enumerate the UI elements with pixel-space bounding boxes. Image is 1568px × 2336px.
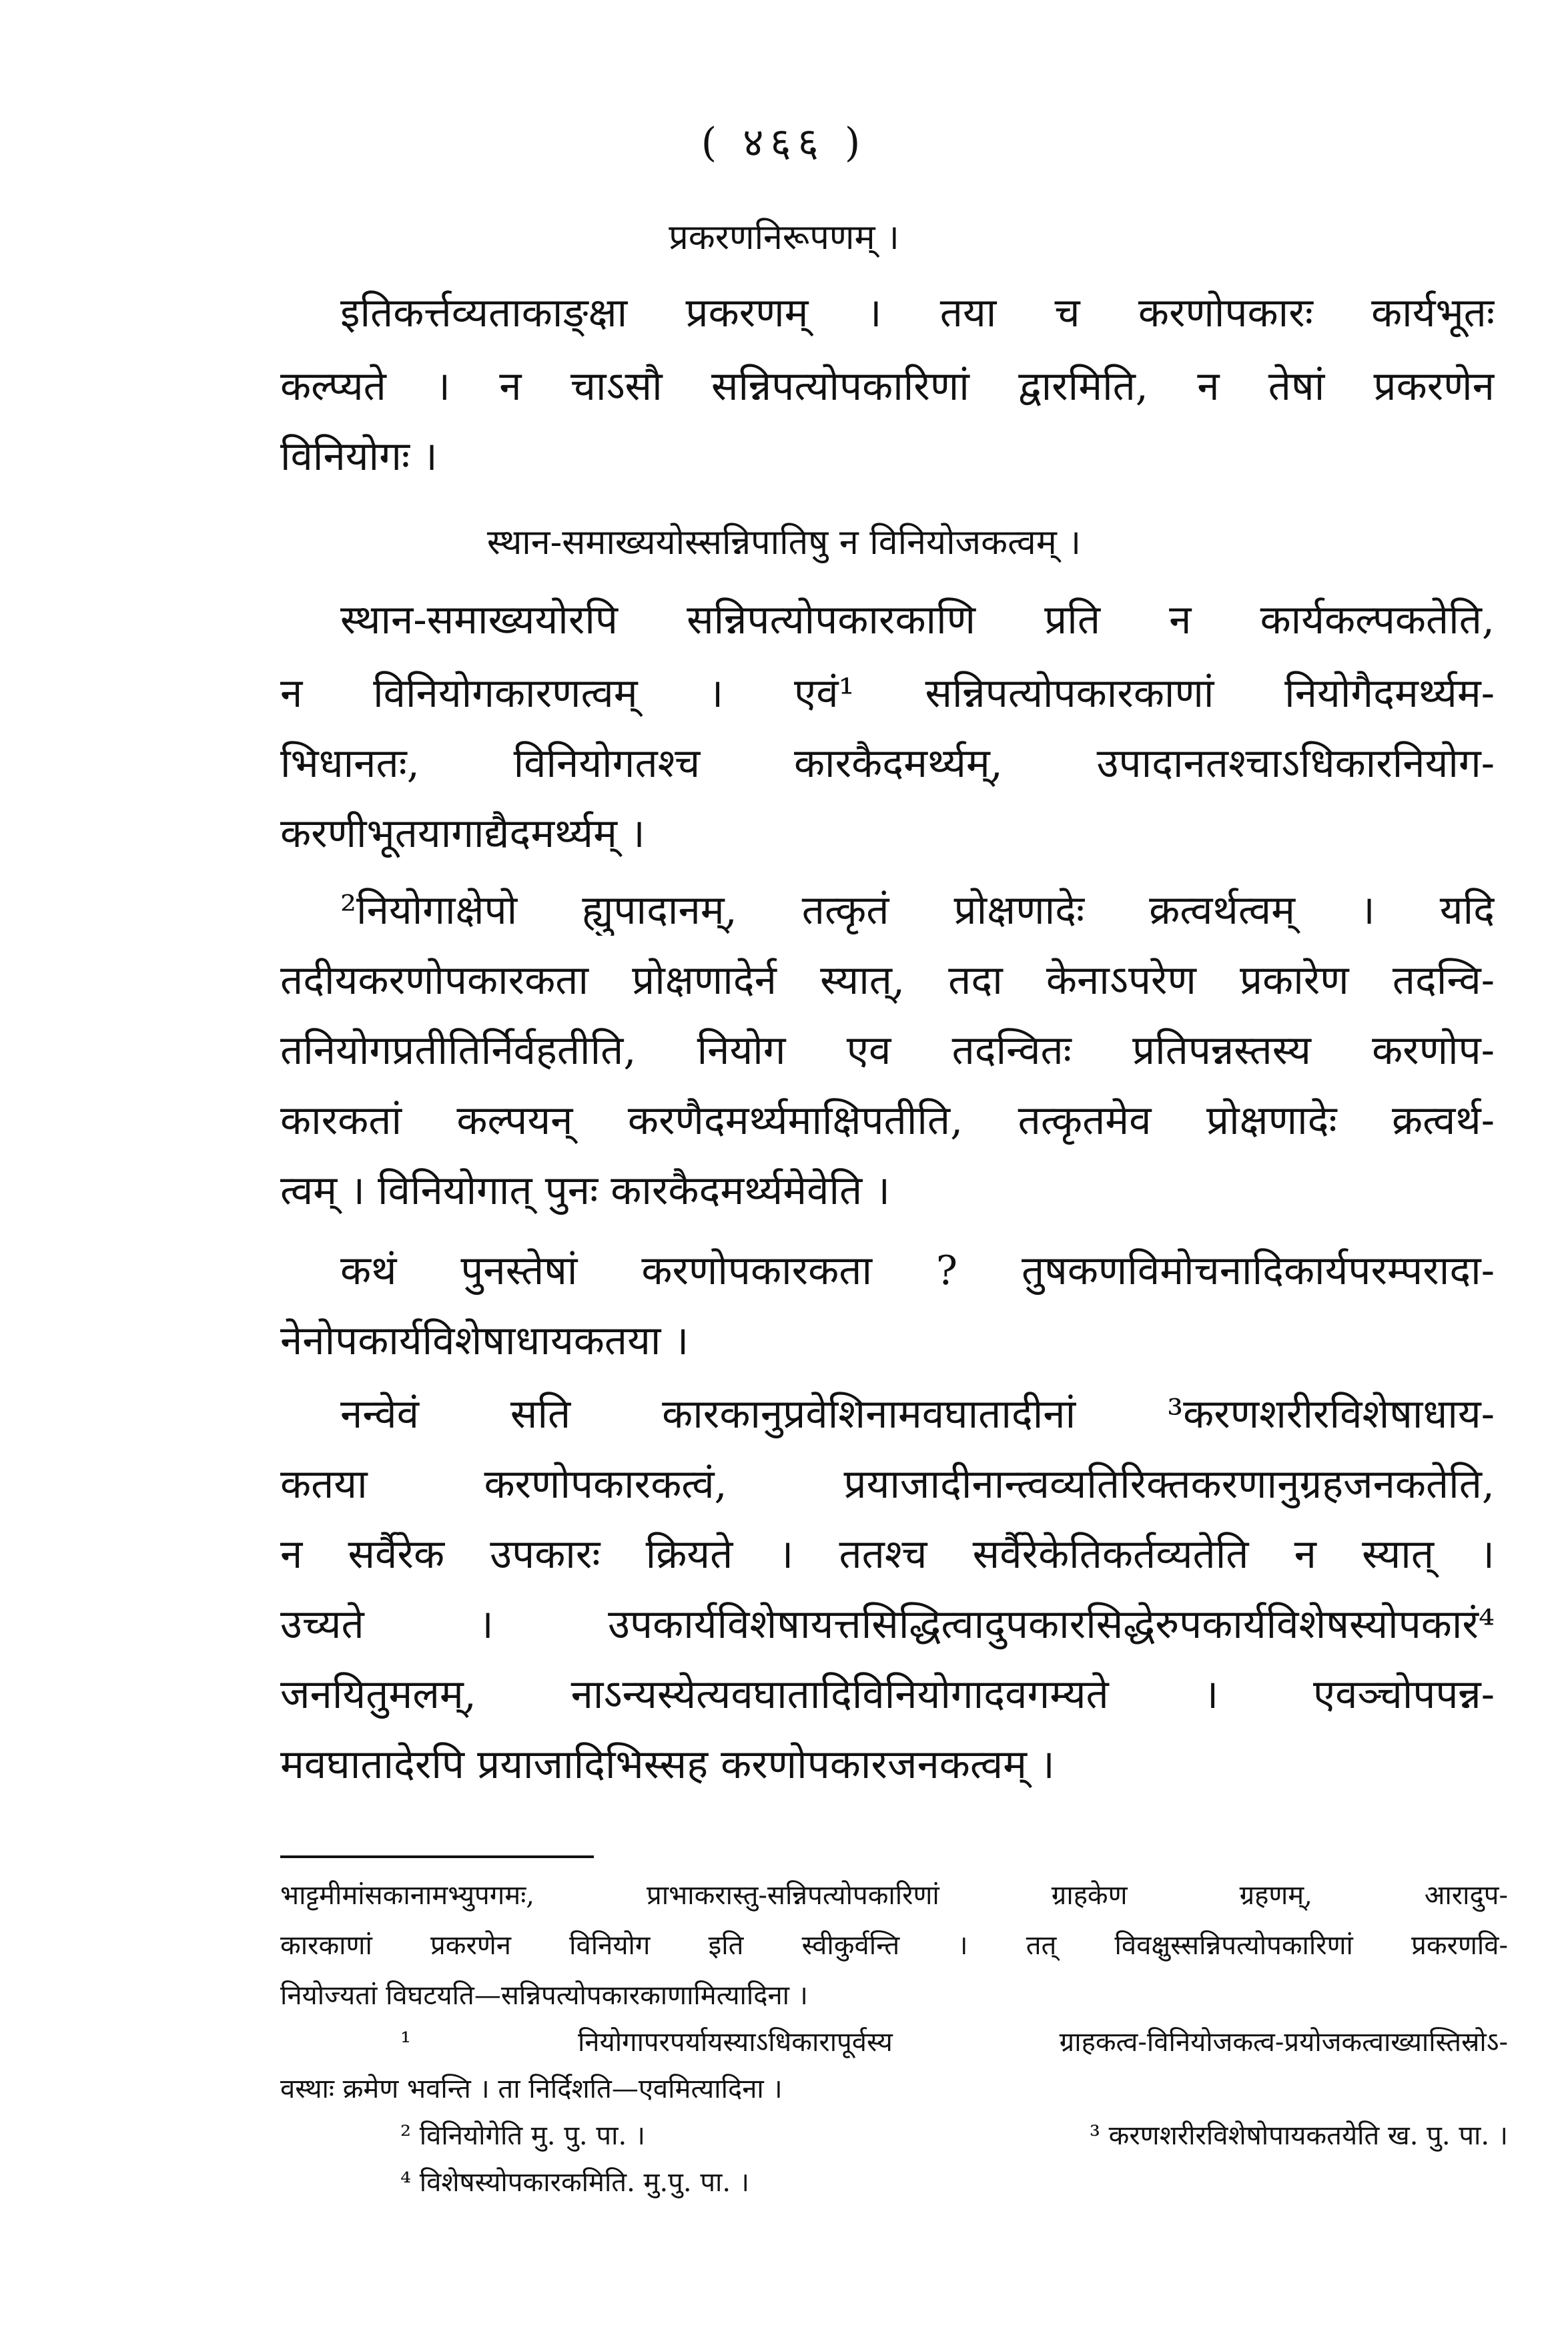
- footnote-2: ² विनियोगेति मु. पु. पा. ।: [400, 2120, 646, 2151]
- text-line: कथं पुनस्तेषां करणोपकारकता ? तुषकणविमोचनादिकार्यपरम्परादा-: [340, 1247, 1495, 1294]
- text-line: जनयितुमलम्, नाऽन्यस्येत्यवघातादिविनियोगादवगम्यते । एवञ्चोपपन्न-: [280, 1671, 1495, 1718]
- text-line: कल्प्यते । न चाऽसौ सन्निपत्योपकारिणां द्वारमिति, न तेषां प्रकरणेन: [280, 363, 1495, 410]
- text-line: मवघातादेरपि प्रयाजादिभिस्सह करणोपकारजनकत्वम् ।: [280, 1741, 1055, 1788]
- text-line: कतया करणोपकारकत्वं, प्रयाजादीनान्त्वव्यतिरिक्तकरणानुग्रहजनकतेति,: [280, 1461, 1495, 1508]
- text-line: इतिकर्त्तव्यताकाङ्क्षा प्रकरणम् । तया च करणोपकारः कार्यभूतः: [340, 290, 1495, 336]
- footnote-pair: [400, 2116, 1508, 2152]
- text-line: उच्यते । उपकार्यविशेषायत्तसिद्धित्वादुपकारसिद्धेरुपकार्यविशेषस्योपकारं⁴: [280, 1601, 1495, 1648]
- text-line: कारकतां कल्पयन् करणैदमर्थ्यमाक्षिपतीति, तत्कृतमेव प्रोक्षणादेः क्रत्वर्थ-: [280, 1097, 1495, 1144]
- footnote-line: ¹ नियोगापरपर्यायस्याऽधिकारापूर्वस्य ग्राहकत्व-विनियोजकत्व-प्रयोजकत्वाख्यास्तिस्रोऽ-: [400, 2027, 1508, 2058]
- text-line: ²नियोगाक्षेपो ह्युपादानम्, तत्कृतं प्रोक्षणादेः क्रत्वर्थत्वम् । यदि: [340, 887, 1495, 934]
- footnote-3: ³ करणशरीरविशेषोपायकतयेति ख. पु. पा. ।: [1089, 2120, 1508, 2151]
- section-heading: स्थान-समाख्ययोस्सन्निपातिषु न विनियोजकत्वम् ।: [486, 523, 1082, 563]
- text-line: करणीभूतयागाद्यैदमर्थ्यम् ।: [280, 810, 645, 857]
- text-line: भिधानतः, विनियोगतश्च कारकैदमर्थ्यम्, उपादानतश्चाऽधिकारनियोग-: [280, 740, 1495, 787]
- section-heading: प्रकरणनिरूपणम् ।: [669, 218, 899, 258]
- text-line: न सर्वैरेक उपकारः क्रियते । ततश्च सर्वैरेकेतिकर्तव्यतेति न स्यात् ।: [280, 1531, 1495, 1578]
- footnote-line: कारकाणां प्रकरणेन विनियोग इति स्वीकुर्वन्ति । तत् विवक्षुस्सन्निपत्योपकारिणां प्रकरणवि-: [280, 1930, 1508, 1961]
- footnote-line: नियोज्यतां विघटयति—सन्निपत्योपकारकाणामित्यादिना ।: [280, 1980, 808, 2011]
- text-line: त्वम् । विनियोगात् पुनः कारकैदमर्थ्यमेवेति ।: [280, 1167, 891, 1214]
- text-line: न विनियोगकारणत्वम् । एवं¹ सन्निपत्योपकारकाणां नियोगैदमर्थ्यम-: [280, 670, 1495, 717]
- footnote-line: भाट्टमीमांसकानामभ्युपगमः, प्राभाकरास्तु-सन्निपत्योपकारिणां ग्राहकेण ग्रहणम्, आरादुप-: [280, 1880, 1508, 1911]
- footnote-line: वस्थाः क्रमेण भवन्ति । ता निर्दिशति—एवमित्यादिना ।: [280, 2074, 783, 2104]
- footnote-divider: [280, 1855, 594, 1858]
- footnote-4: ⁴ विशेषस्योपकारकमिति. मु.पु. पा. ।: [400, 2167, 749, 2198]
- text-line: नेनोपकार्यविशेषाधायकतया ।: [280, 1318, 689, 1364]
- text-line: स्थान-समाख्ययोरपि सन्निपत्योपकारकाणि प्रति न कार्यकल्पकतेति,: [340, 597, 1495, 643]
- text-line: विनियोगः ।: [280, 433, 438, 480]
- text-line: तदीयकरणोपकारकता प्रोक्षणादेर्न स्यात्, तदा केनाऽपरेण प्रकारेण तदन्वि-: [280, 957, 1495, 1004]
- text-line: नन्वेवं सति कारकानुप्रवेशिनामवघातादीनां ³करणशरीरविशेषाधाय-: [340, 1391, 1495, 1438]
- page-number: ( ४६६ ): [701, 119, 867, 166]
- text-line: तनियोगप्रतीतिर्निर्वहतीति, नियोग एव तदन्वितः प्रतिपन्नस्तस्य करणोप-: [280, 1027, 1495, 1074]
